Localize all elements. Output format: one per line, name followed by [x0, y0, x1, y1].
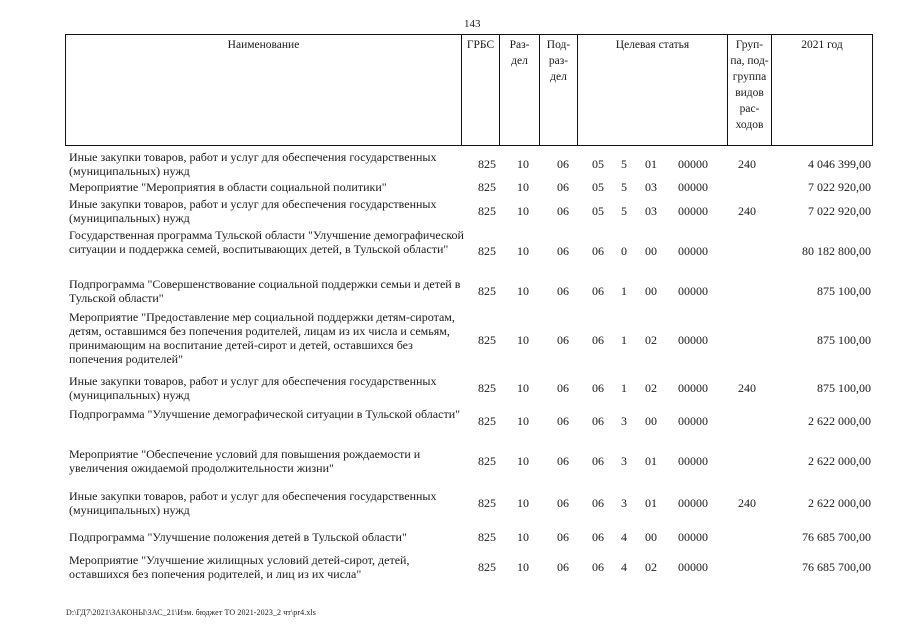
- row-target-direction: 00000: [678, 180, 708, 194]
- row-grbs: 825: [478, 454, 496, 468]
- row-target-event: 02: [645, 333, 657, 347]
- row-name: Мероприятие "Обеспечение условий для повышения рождаемости и увеличения ожидаемой продолжительности жизни": [69, 447, 421, 475]
- row-target-direction: 00000: [678, 333, 708, 347]
- row-target-event: 00: [645, 244, 657, 258]
- row-amount: 80 182 800,00: [802, 244, 871, 258]
- row-target-subprogram: 0: [621, 244, 627, 258]
- row-target-subprogram: 4: [621, 560, 627, 574]
- row-name: Мероприятие "Улучшение жилищных условий детей-сирот, детей, оставшихся без попечения родителей, и лиц из их числа": [69, 553, 410, 581]
- row-amount: 2 622 000,00: [808, 414, 871, 428]
- row-name: Подпрограмма "Улучшение положения детей в Тульской области": [69, 530, 407, 544]
- row-podrazdel: 06: [557, 381, 569, 395]
- header-group: Груп- па, под- группа видов рас- ходов: [728, 35, 772, 145]
- row-target-subprogram: 5: [621, 157, 627, 171]
- table-row: [65, 407, 873, 435]
- row-name: Мероприятие "Предоставление мер социальной поддержки детям-сиротам, детям, оставшимся без попечения родителей, лицам из их числа и семьям, принимающим на воспитание детей-сирот и детей, оставшихся без попечения родителей": [69, 310, 455, 366]
- row-expense-group: 240: [738, 381, 756, 395]
- table-row: [65, 489, 873, 517]
- row-amount: 875 100,00: [817, 284, 871, 298]
- row-target-subprogram: 3: [621, 454, 627, 468]
- table-row: [65, 553, 873, 581]
- row-grbs: 825: [478, 284, 496, 298]
- row-razdel: 10: [517, 244, 529, 258]
- row-grbs: 825: [478, 204, 496, 218]
- row-target-subprogram: 3: [621, 414, 627, 428]
- row-target-event: 00: [645, 530, 657, 544]
- row-podrazdel: 06: [557, 180, 569, 194]
- row-target-direction: 00000: [678, 204, 708, 218]
- row-target-direction: 00000: [678, 496, 708, 510]
- row-target-subprogram: 1: [621, 381, 627, 395]
- row-target-subprogram: 5: [621, 180, 627, 194]
- row-target-direction: 00000: [678, 414, 708, 428]
- row-razdel: 10: [517, 560, 529, 574]
- table-row: [65, 310, 873, 366]
- row-target-subprogram: 1: [621, 333, 627, 347]
- row-target-event: 03: [645, 204, 657, 218]
- row-podrazdel: 06: [557, 454, 569, 468]
- row-target-direction: 00000: [678, 381, 708, 395]
- row-target-direction: 00000: [678, 454, 708, 468]
- row-name: Иные закупки товаров, работ и услуг для обеспечения государственных (муниципальных) нужд: [69, 374, 437, 402]
- row-razdel: 10: [517, 454, 529, 468]
- row-grbs: 825: [478, 496, 496, 510]
- row-amount: 875 100,00: [817, 333, 871, 347]
- row-name: Мероприятие "Мероприятия в области социальной политики": [69, 180, 387, 194]
- table-row: [65, 530, 873, 544]
- header-target: Целевая статья: [578, 35, 728, 145]
- row-target-program: 05: [592, 180, 604, 194]
- footer-path: D:\ГД7\2021\ЗАКОНЫ\ЗАС_21\Изм. бюджет ТО 2021-2023_2 чт\pr4.xls: [66, 608, 316, 617]
- header-name: Наименование: [66, 35, 462, 145]
- table-row: [65, 197, 873, 225]
- row-grbs: 825: [478, 157, 496, 171]
- row-name: Иные закупки товаров, работ и услуг для обеспечения государственных (муниципальных) нужд: [69, 197, 437, 225]
- row-target-program: 06: [592, 414, 604, 428]
- row-target-event: 01: [645, 157, 657, 171]
- row-target-event: 02: [645, 381, 657, 395]
- table-row: [65, 180, 873, 194]
- row-podrazdel: 06: [557, 414, 569, 428]
- row-amount: 4 046 399,00: [808, 157, 871, 171]
- row-target-program: 06: [592, 454, 604, 468]
- row-podrazdel: 06: [557, 244, 569, 258]
- row-razdel: 10: [517, 530, 529, 544]
- row-name: Подпрограмма "Улучшение демографической ситуации в Тульской области": [69, 407, 461, 421]
- row-name: Подпрограмма "Совершенствование социальной поддержки семьи и детей в Тульской области": [69, 277, 461, 305]
- row-podrazdel: 06: [557, 284, 569, 298]
- row-podrazdel: 06: [557, 333, 569, 347]
- table-row: [65, 150, 873, 178]
- table-row: [65, 374, 873, 402]
- row-target-program: 06: [592, 333, 604, 347]
- row-razdel: 10: [517, 204, 529, 218]
- row-razdel: 10: [517, 157, 529, 171]
- row-target-program: 06: [592, 560, 604, 574]
- row-target-program: 06: [592, 496, 604, 510]
- row-target-program: 06: [592, 284, 604, 298]
- row-target-event: 00: [645, 284, 657, 298]
- row-target-event: 01: [645, 496, 657, 510]
- row-razdel: 10: [517, 333, 529, 347]
- row-podrazdel: 06: [557, 496, 569, 510]
- row-razdel: 10: [517, 414, 529, 428]
- row-target-program: 05: [592, 204, 604, 218]
- row-amount: 7 022 920,00: [808, 204, 871, 218]
- row-amount: 875 100,00: [817, 381, 871, 395]
- row-grbs: 825: [478, 560, 496, 574]
- table-row: [65, 228, 873, 270]
- row-grbs: 825: [478, 244, 496, 258]
- row-razdel: 10: [517, 381, 529, 395]
- table-header: [65, 34, 873, 146]
- row-expense-group: 240: [738, 204, 756, 218]
- row-grbs: 825: [478, 180, 496, 194]
- row-name: Иные закупки товаров, работ и услуг для обеспечения государственных (муниципальных) нужд: [69, 489, 437, 517]
- row-amount: 76 685 700,00: [802, 530, 871, 544]
- row-razdel: 10: [517, 284, 529, 298]
- page-number: 143: [464, 18, 481, 30]
- row-razdel: 10: [517, 496, 529, 510]
- row-podrazdel: 06: [557, 204, 569, 218]
- row-amount: 76 685 700,00: [802, 560, 871, 574]
- row-target-event: 03: [645, 180, 657, 194]
- row-target-program: 05: [592, 157, 604, 171]
- row-target-direction: 00000: [678, 244, 708, 258]
- row-name: Иные закупки товаров, работ и услуг для обеспечения государственных (муниципальных) нужд: [69, 150, 437, 178]
- header-grbs: ГРБС: [462, 35, 500, 145]
- row-grbs: 825: [478, 530, 496, 544]
- row-target-subprogram: 3: [621, 496, 627, 510]
- row-target-subprogram: 1: [621, 284, 627, 298]
- row-target-direction: 00000: [678, 284, 708, 298]
- table-row: [65, 447, 873, 475]
- row-grbs: 825: [478, 333, 496, 347]
- row-target-direction: 00000: [678, 560, 708, 574]
- header-razdel: Раз- дел: [500, 35, 540, 145]
- row-expense-group: 240: [738, 496, 756, 510]
- row-amount: 7 022 920,00: [808, 180, 871, 194]
- row-grbs: 825: [478, 414, 496, 428]
- row-target-event: 02: [645, 560, 657, 574]
- row-target-direction: 00000: [678, 157, 708, 171]
- row-expense-group: 240: [738, 157, 756, 171]
- row-podrazdel: 06: [557, 530, 569, 544]
- row-target-direction: 00000: [678, 530, 708, 544]
- row-grbs: 825: [478, 381, 496, 395]
- row-target-program: 06: [592, 244, 604, 258]
- row-name: Государственная программа Тульской области "Улучшение демографической ситуации и поддержка семей, воспитывающих детей, в Тульской области": [69, 228, 464, 256]
- table-row: [65, 277, 873, 305]
- row-target-program: 06: [592, 381, 604, 395]
- row-podrazdel: 06: [557, 560, 569, 574]
- row-target-event: 01: [645, 454, 657, 468]
- row-amount: 2 622 000,00: [808, 496, 871, 510]
- header-year: 2021 год: [801, 39, 843, 51]
- row-podrazdel: 06: [557, 157, 569, 171]
- row-amount: 2 622 000,00: [808, 454, 871, 468]
- header-podrazdel: Под- раз- дел: [540, 35, 578, 145]
- row-razdel: 10: [517, 180, 529, 194]
- row-target-subprogram: 4: [621, 530, 627, 544]
- row-target-program: 06: [592, 530, 604, 544]
- row-target-event: 00: [645, 414, 657, 428]
- row-target-subprogram: 5: [621, 204, 627, 218]
